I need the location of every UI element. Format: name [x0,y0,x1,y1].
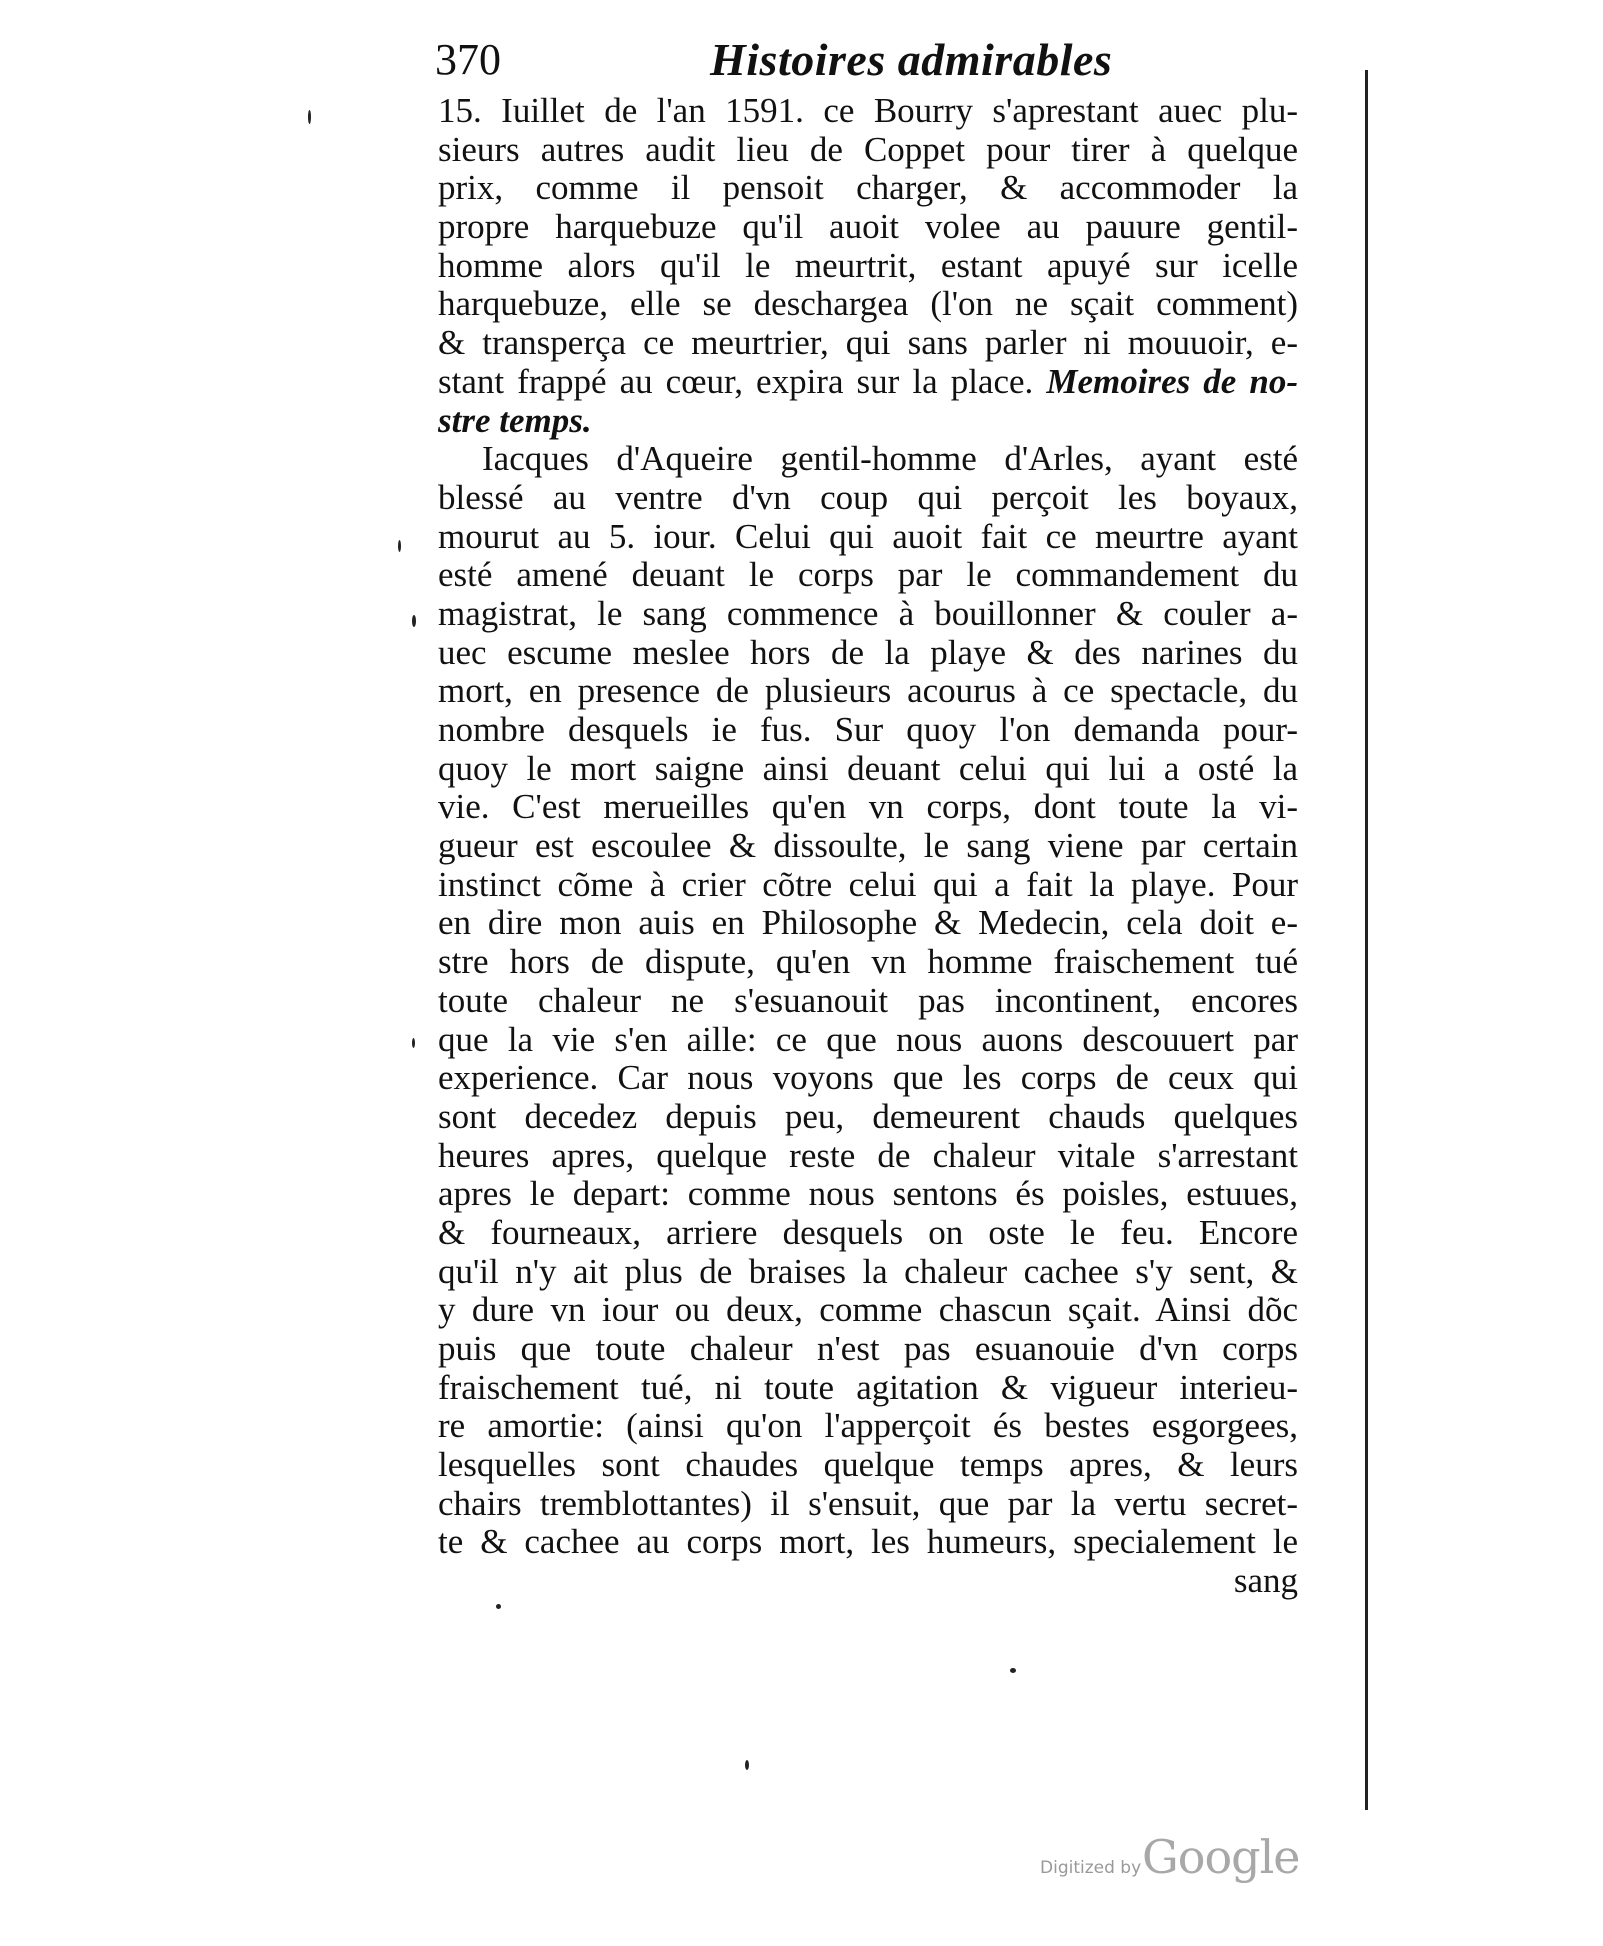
text-line: chairs tremblottantes) il s'ensuit, que par la vertu secret- [438,1484,1298,1523]
text-line: harquebuze, elle se deschargea (l'on ne sçait comment) [438,285,1298,324]
source-citation-end: stre temps. [438,401,592,440]
text-line: toute chaleur ne s'esuanouit pas incontinent, encores [438,981,1298,1020]
ink-speck [398,540,401,552]
running-title: Histoires admirables [710,34,1113,85]
text-line: heures apres, quelque reste de chaleur vitale s'arrestant [438,1136,1298,1175]
ink-speck [412,1038,415,1048]
text-line: fraischement tué, ni toute agitation & vigueur interieu- [438,1368,1298,1407]
paragraph-start-line: Iacques d'Aqueire gentil-homme d'Arles, ayant esté [482,440,1298,479]
text-line: puis que toute chaleur n'est pas esuanouie d'vn corps [438,1330,1298,1368]
text-line: stre hors de dispute, qu'en vn homme fraischement tué [438,943,1298,982]
text-line: re amortie: (ainsi qu'on l'apperçoit és bestes esgorgees, [438,1407,1298,1446]
ink-speck [308,110,311,124]
text-line: nombre desquels ie fus. Sur quoy l'on demanda pour- [438,711,1298,749]
text-line: & transperça ce meurtrier, qui sans parler ni mouuoir, e- [438,324,1298,363]
text-line: vie. C'est merueilles qu'en vn corps, dont toute la vi- [438,788,1298,827]
text-line: gueur est escoulee & dissoulte, le sang viene par certain [438,827,1298,866]
text-line: esté amené deuant le corps par le commandement du [438,556,1298,595]
text-line: en dire mon auis en Philosophe & Medecin, cela doit e- [438,904,1298,943]
text-line: mourut au 5. iour. Celui qui auoit fait ce meurtre ayant [438,517,1298,556]
text-line: prix, comme il pensoit charger, & accommoder la [438,169,1298,208]
google-logo: Google [1142,1830,1300,1884]
text-line: que la vie s'en aille: ce que nous auons descouuert par [438,1020,1298,1059]
source-citation-continued [438,402,1298,441]
text-line: experience. Car nous voyons que les corps de ceux qui [438,1059,1298,1098]
text-line: sieurs autres audit lieu de Coppet pour tirer à quelque [438,130,1298,169]
source-citation: Memoires de no- [1046,362,1298,401]
text-line: y dure vn iour ou deux, comme chascun sçait. Ainsi dõc [438,1291,1298,1330]
text-line: quoy le mort saigne ainsi deuant celui qui lui a osté la [438,749,1298,788]
page-header [435,30,1295,92]
text-line-with-source [438,363,1298,402]
text-line: & fourneaux, arriere desquels on oste le feu. Encore [438,1213,1298,1252]
watermark-prefix: Digitized by [1040,1858,1142,1878]
text-line: blessé au ventre d'vn coup qui perçoit les boyaux, [438,478,1298,517]
gutter-rule [1365,70,1368,1810]
text-line: propre harquebuze qu'il auoit volee au pauure gentil- [438,208,1298,247]
text-line: apres le depart: comme nous sentons és poisles, estuues, [438,1175,1298,1214]
text-line: sont decedez depuis peu, demeurent chauds quelques [438,1097,1298,1136]
text-line: homme alors qu'il le meurtrit, estant apuyé sur icelle [438,246,1298,285]
digitized-watermark [1040,1830,1300,1890]
page-number: 370 [435,35,501,84]
text-line: magistrat, le sang commence à bouillonner & couler a- [438,594,1298,633]
text-line-fragment: stant frappé au cœur, expira sur la place. [438,362,1034,401]
text-line: uec escume meslee hors de la playe & des narines du [438,633,1298,672]
text-line: 15. Iuillet de l'an 1591. ce Bourry s'aprestant auec plu- [438,92,1298,130]
text-line: mort, en presence de plusieurs acourus à ce spectacle, du [438,672,1298,711]
ink-speck [745,1760,749,1770]
ink-speck [496,1604,501,1609]
ink-speck [1010,1668,1016,1673]
body-text [438,92,1298,1601]
text-line: te & cachee au corps mort, les humeurs, specialement le [438,1523,1298,1562]
text-line: instinct cõme à crier cõtre celui qui a fait la playe. Pour [438,865,1298,904]
text-line: lesquelles sont chaudes quelque temps apres, & leurs [438,1446,1298,1485]
text-line: qu'il n'y ait plus de braises la chaleur cachee s'y sent, & [438,1252,1298,1291]
catchword: sang [1233,1562,1298,1601]
ink-speck [412,615,416,627]
